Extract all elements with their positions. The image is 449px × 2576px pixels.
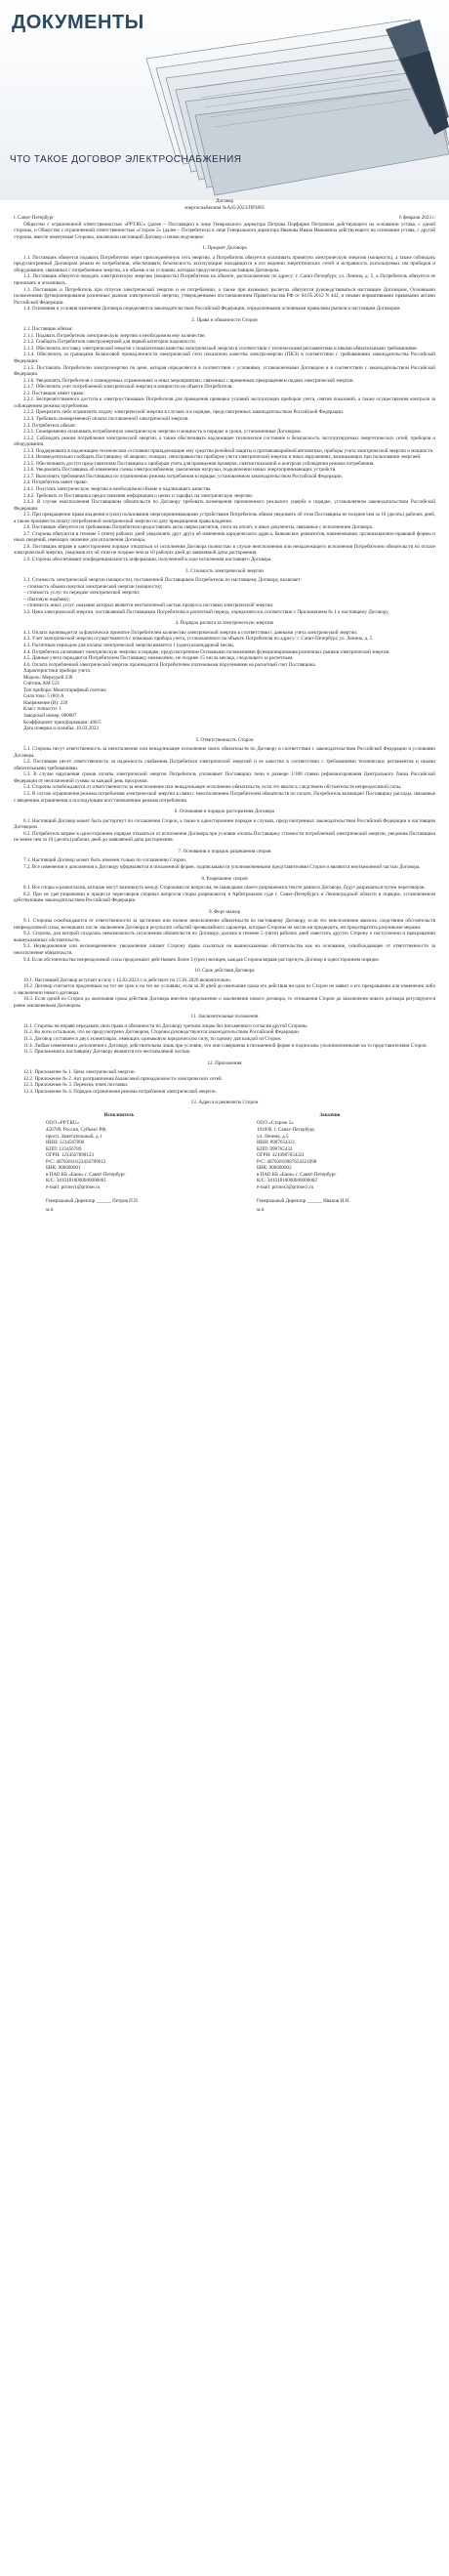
- section-paragraph: 2.4.1. Получать электрическую энергию в необходимом объеме и надлежащего качества.: [23, 485, 212, 492]
- section-title: 8. Разрешение споров: [201, 875, 248, 882]
- section-paragraph: 2.3.2. Соблюдать режим потребления электрической энергии, а также обеспечивать надлежащее техническое состояние и безопасность эксплуатируемых энергетических сетей, приборов и оборудования.: [14, 435, 435, 448]
- section-paragraph: 2.3.3. Поддерживать в надлежащем техническом состоянии принадлежащие ему средства релейной защиты и противоаварийной автоматики, приборы учета электрической энергии и мощности.: [23, 447, 434, 454]
- section-paragraph: 2.3.6. Уведомлять Поставщика об изменении схемы электроснабжения, увеличении нагрузки, подключении новых энергопринимающих устройств.: [23, 467, 337, 474]
- section-paragraph: 2.3.4. Незамедлительно сообщать Поставщику об авариях, пожарах, неисправностях приборов учета электрической энергии и иных нарушениях, возникающих при пользовании энергией.: [23, 454, 422, 461]
- section-paragraph: 2.1.4. Обеспечить за границами балансовой принадлежности электрической сети показатели качества электроэнергии (ПКЭ) в соответствии с требованиями законодательства Российской Федерации.: [14, 352, 435, 365]
- banner-title: ДОКУМЕНТЫ: [12, 12, 144, 33]
- section-paragraph: 12.3. Приложение № 3. Перечень точек поставки.: [23, 1082, 129, 1089]
- consumer-role: Заказчик: [319, 1111, 341, 1118]
- section-paragraph: 2.3.1. Своевременно оплачивать потребленную электрическую энергию и мощность в порядке и сроки, установленные Договором.: [23, 429, 302, 436]
- section-title: 2. Права и обязанности Сторон: [191, 316, 258, 323]
- consumer-details: [257, 1112, 403, 1191]
- section-paragraph: 1.2. Поставщик обязуется передать электрическую энергию (мощность) Потребителю на объекте, расположенном по адресу: г. Санкт-Петербург, ул. Ленина, д. 5, а Потребитель обязуется ее принимать и оплачивать.: [14, 273, 435, 287]
- section-paragraph: 2.4.2. Требовать от Поставщика предоставления информации о ценах и тарифах на электрическую энергию.: [23, 492, 254, 499]
- signatures: [14, 1198, 435, 1205]
- consumer-detail-line: Р/С: 40702810987654321098: [257, 1158, 317, 1165]
- section-paragraph: 1.3. Поставщик и Потребитель при отпуске электрической энергии и ее потреблении, а также при взаимных расчетах обязуются руководствоваться настоящим Договором, Основными положениями функционирования розничных рынков электрической энергии, утвержденными постановлением Правительства РФ от 04.05.2012 N 442, и иными нормативными правовыми актами Российской Федерации.: [14, 286, 435, 306]
- section-paragraph: 2.3.5. Обеспечивать доступ представителям Поставщика к приборам учета для проведения проверок, снятия показаний и контроля соблюдения режима потребления.: [23, 460, 375, 467]
- section-paragraph: Заводской номер: 000007: [23, 713, 77, 720]
- contract-date: 6 февраля 2023 г.: [398, 215, 435, 222]
- section-paragraph: 6.1. Настоящий Договор может быть расторгнут по соглашению Сторон, а также в одностороннем порядке в случаях, предусмотренных законодательством Российской Федерации и настоящим Договором.: [14, 817, 435, 831]
- section-paragraph: 7.2. Все изменения и дополнения к Договору оформляются в письменной форме, подписываются уполномоченными представителями Сторон и являются неотъемлемой частью Договора.: [23, 863, 421, 870]
- section-paragraph: 11.5. Приложения к настоящему Договору являются его неотъемлемой частью.: [23, 1049, 191, 1056]
- section-paragraph: 9.4. Если обстоятельства непреодолимой силы продолжают действовать более 3 (трех) месяцев, каждая Сторона вправе расторгнуть Договор в одностороннем порядке.: [23, 956, 380, 963]
- section-title: 6. Основания и порядок расторжения Договора: [174, 809, 275, 815]
- section-title: 7. Основания и порядок разрешения споров: [178, 848, 271, 854]
- section-title: 13. Адреса и реквизиты Сторон: [190, 1100, 259, 1106]
- section-paragraph: 9.2. Сторона, для которой создалась невозможность исполнения обязательств по Договору, должна в течение 5 (пяти) рабочих дней известить другую Сторону о наступлении и прекращении вышеуказанных обстоятельств.: [14, 931, 435, 943]
- section-paragraph: 5.3. В случае нарушения сроков оплаты электрической энергии Потребитель уплачивает Поставщику пени в размере 1/300 ставки рефинансирования Центрального банка Российской Федерации от неоплаченной суммы за каждый день просрочки.: [14, 771, 435, 784]
- consumer-detail-line: e-mail: primer2@primer2.ru: [257, 1184, 314, 1190]
- section-paragraph: 2.1.5. Поставлять Потребителю электроэнергию по цене, которая определяется в соответствии с условиями, установленными Договором и в соответствии с законодательством Российской Федерации.: [14, 364, 435, 378]
- section-paragraph: Модель: Меркурий 230: [23, 674, 73, 681]
- section-paragraph: 1.1. Поставщик обязуется подавать Потребителю через присоединённую сеть энергию, а Потребитель обязуется оплачивать принятую электрическую энергию (мощность), а также соблюдать предусмотренный Договором режим ее потребления, обеспечивать безопасность эксплуатации находящихся в его ведении энергетических сетей и исправность используемых им приборов и оборудования, связанных с потреблением энергии, а в объеме и на условиях, которые предусмотрены настоящим Договором.: [14, 254, 435, 273]
- section-paragraph: 4.3. Расчетным периодом для оплаты электрической энергии является 1 (один) календарный месяц.: [23, 643, 234, 648]
- section-paragraph: 3.2. Цена электрической энергии, поставляемой Поставщиком Потребителю в расчетный период, определяется в соответствии с Приложением № 1 к настоящему Договору.: [23, 608, 389, 615]
- section-paragraph: 2.1. Поставщик обязан:: [23, 326, 73, 333]
- section-paragraph: 4.6. Оплата потребленной электрической энергии производится Потребителем платежными поручениями на расчетный счет Поставщика.: [23, 661, 316, 668]
- section-title: 10. Срок действия Договора: [194, 968, 255, 975]
- section-paragraph: – сбытовую надбавку;: [23, 596, 70, 602]
- section-paragraph: 11.3. Договор составлен в двух экземплярах, имеющих одинаковую юридическую силу, по одному для каждой из Сторон.: [23, 1035, 282, 1042]
- supplier-detail-line: Р/С: 40702810123456789012: [46, 1158, 106, 1165]
- section-title: 1. Предмет Договора: [202, 245, 247, 252]
- section-paragraph: 2.8. Поставщик вправе в одностороннем порядке отказаться от исполнения Договора полностью в случае неисполнения или ненадлежащего исполнения Потребителем обязательств по оплате электрической энергии, уведомив его об этом не позднее чем за 10 рабочих дней до заявляемой даты расторжения.: [14, 543, 435, 557]
- section-paragraph: 3.1. Стоимость электрической энергии (мощности), поставленной Поставщиком Потребителю по настоящему Договору, включает:: [23, 577, 302, 584]
- section-paragraph: 2.2.2. Прекратить либо ограничить подачу электрической энергии в случаях и в порядке, предусмотренных законодательством Российской Федерации.: [23, 409, 345, 416]
- supplier-detail-line: e-mail: primer1@primer.ru: [46, 1184, 101, 1190]
- section-paragraph: 2.1.7. Обеспечить учет потребленной электрической энергии и мощности на объекте Потребителя.: [23, 384, 233, 391]
- section-paragraph: Тип прибора: Многотарифный счетчик: [23, 686, 106, 693]
- supplier-lines: [46, 1120, 192, 1190]
- section-paragraph: 10.3. Если одной из Сторон до окончания срока действия Договора внесено предложение о заключении нового договора, то отношения Сторон до заключения нового договора регулируются ранее заключенным Договором.: [14, 996, 435, 1009]
- supplier-detail-line: К/С: 30101810000000000001: [46, 1178, 106, 1184]
- section-paragraph: 10.2. Договор считается продленным на тот же срок и на тех же условиях, если за 30 дней до окончания срока его действия ни одна из Сторон не заявит о его прекращении или изменении либо о заключении нового договора.: [14, 983, 435, 996]
- party-details: [14, 1112, 435, 1191]
- supplier-detail-line: ОГРН: 1234567890123: [46, 1152, 94, 1159]
- section-paragraph: 2.1.2. Снабжать Потребителя электроэнергией для первой категории надежности.: [23, 339, 197, 346]
- consumer-detail-line: ООО «Сторож 2»: [257, 1120, 294, 1127]
- consumer-detail-line: КПП: 098765432: [257, 1145, 293, 1152]
- section-paragraph: 1.4. Основания и условия изменения Договора определяются законодательством Российской Федерации, определенными основными правилами рынков и настоящим Договором.: [23, 306, 401, 312]
- contract-number: энергоснабжения №А45/2023/ПР3895: [184, 204, 265, 211]
- section-paragraph: 12.4. Приложение № 4. Порядок ограничения режима потребления электрической энергии.: [23, 1088, 217, 1095]
- consumer-detail-line: БИК: 000000002: [257, 1165, 292, 1172]
- section-paragraph: 2.4. Потребитель имеет право:: [23, 479, 88, 486]
- section-paragraph: – стоимость услуг по передаче электрической энергии;: [23, 590, 141, 597]
- supplier-detail-line: БИК: 000000001: [46, 1165, 81, 1172]
- preamble: Общество с ограниченной ответственностью «РРТ.RU» (далее – Поставщик) в лице Генерального директора Петрова Порфирия Петровича действующего на основании устава, с одной стороны, и Общество с ограниченной ответственностью «Сторож 2» (далее – Потребитель) в лице Генерального директора Иванова Ивана Ивановича действующего на основании устава, с другой стороны, вместе именуемые Стороны, заключили настоящий Договор о нижеследующем:: [14, 221, 435, 240]
- section-paragraph: 6.2. Потребитель вправе в одностороннем порядке отказаться от исполнения Договора при условии оплаты Поставщику стоимости потребленной электрической энергии, уведомив Поставщика не менее чем за 10 (десять) рабочих дней до заявляемой даты расторжения.: [14, 830, 435, 844]
- section-paragraph: 2.2.1. Беспрепятственного доступа к электроустановкам Потребителя для проведения проверки условий эксплуатации приборов учета, снятия показаний, а также осуществления контроля за соблюдением режима потребления.: [14, 396, 435, 409]
- section-paragraph: 12.1. Приложение № 1. Цена электрической энергии.: [23, 1069, 136, 1076]
- consumer-detail-line: ИНН: 0987654321: [257, 1140, 296, 1146]
- section-paragraph: 2.3.7. Выполнять требования Поставщика по ограничению режима потребления в порядке, установленном законодательством Российской Федерации.: [23, 473, 343, 479]
- section-paragraph: 4.1. Оплата производится за фактически принятое Потребителем количество электрической энергии в соответствии с данными учета электрической энергии.: [23, 629, 358, 636]
- supplier-detail-line: в ПАО КБ «Банк» г. Санкт-Петербург: [46, 1171, 126, 1178]
- section-paragraph: 9.1. Стороны освобождаются от ответственности за частичное или полное неисполнение обязательств по настоящему Договору, если это неисполнение явилось следствием обстоятельств непреодолимой силы, возникших после заключения Договора в результате событий чрезвычайного характера, которые Стороны не могли ни предвидеть, ни предотвратить разумными мерами.: [14, 918, 435, 931]
- contract-sections: [14, 245, 435, 1106]
- contract-city: г. Санкт-Петербург: [14, 215, 55, 222]
- consumer-detail-line: К/С: 30101810000000000002: [257, 1178, 317, 1184]
- section-paragraph: 5.5. В случае ограничения режима потребления электрической энергии в связи с неисполнением Потребителем обязательств по оплате, Потребитель возмещает Поставщику расходы, связанные с введением ограничения и последующим восстановлением режима потребления.: [14, 791, 435, 804]
- section-paragraph: 9.3. Неуведомление или несвоевременное уведомление лишает Сторону права ссылаться на вышеуказанные обстоятельства как на основание, освобождающее от ответственности за неисполнение обязательств.: [14, 943, 435, 956]
- supplier-details: [46, 1112, 192, 1191]
- section-paragraph: 2.3. Потребитель обязан:: [23, 422, 76, 429]
- supplier-signature: Генеральный Директор ______ Петров П.П.: [46, 1198, 140, 1205]
- section-paragraph: 11.4. Любые изменения и дополнения к Договору действительны лишь при условии, что они совершены в письменной форме и подписаны уполномоченными на то представителями Сторон.: [23, 1042, 428, 1049]
- section-paragraph: Характеристики прибора учета:: [23, 668, 92, 675]
- section-paragraph: Класс точности: 1: [23, 706, 61, 713]
- section-title: 3. Стоимость электрической энергии: [185, 567, 264, 574]
- section-paragraph: 4.5. Данные учета передаются Потребителем Поставщику ежемесячно, не позднее 15 числа месяца, следующего за расчетным.: [23, 655, 294, 662]
- section-paragraph: 12.2. Приложение № 2. Акт разграничения балансовой принадлежности электрических сетей.: [23, 1075, 224, 1082]
- section-title: 11. Заключительные положения: [190, 1014, 259, 1020]
- supplier-detail-line: 456789, Россия, Субъект РФ,: [46, 1127, 107, 1133]
- section-paragraph: Коэффициент трансформации: 400/5: [23, 719, 102, 726]
- supplier-detail-line: ИНН: 1234567890: [46, 1140, 85, 1146]
- section-paragraph: 2.2.3. Требовать своевременной оплаты поставленной электрической энергии.: [23, 415, 189, 422]
- section-paragraph: Сила тока: 5 (60) А: [23, 693, 64, 700]
- consumer-signature: Генеральный Директор ______ Иванов И.И.: [257, 1198, 350, 1205]
- contract-document: [14, 195, 435, 1214]
- section-title: 9. Форс-мажор: [208, 908, 241, 915]
- section-paragraph: 5.2. Поставщик несет ответственность за надежность снабжения Потребителя электрической энергией и ее качество в соответствии с требованиями технических регламентов и иными обязательными требованиями.: [14, 759, 435, 771]
- section-title: 4. Порядок расчета за электрическую энергию: [175, 620, 274, 627]
- contract-title: Договор: [216, 198, 233, 204]
- section-paragraph: Напряжение (В): 220: [23, 699, 68, 706]
- section-paragraph: 10.1. Настоящий Договор вступает в силу с 15.02.2023 г. и действует по 15.01.2026 включительно.: [23, 976, 231, 983]
- section-paragraph: 7.1. Настоящий Договор может быть изменен только по соглашению Сторон.: [23, 857, 187, 864]
- consumer-detail-line: в ПАО КБ «Банк» г. Санкт-Петербург: [257, 1171, 337, 1178]
- section-paragraph: – стоимость объема покупки электрической энергии (мощности);: [23, 583, 163, 590]
- section-paragraph: 2.5. При прекращении права владения и (или) пользования энергопринимающими устройствами Потребитель обязан уведомить об этом Поставщика не позднее чем за 10 (десять) рабочих дней, а также произвести оплату потребленной электрической энергии по дату прекращения права владения.: [14, 512, 435, 524]
- section-title: 5. Ответственность Сторон: [195, 736, 254, 743]
- section-paragraph: 11.2. Во всем остальном, что не предусмотрено Договором, Стороны руководствуются законодательством Российской Федерации.: [23, 1029, 301, 1036]
- section-paragraph: – стоимость иных услуг, оказание которых является неотъемлемой частью процесса поставки электрической энергии.: [23, 602, 274, 609]
- article-banner: [0, 0, 449, 200]
- banner-caption: ЧТО ТАКОЕ ДОГОВОР ЭЛЕКТРОСНАБЖЕНИЯ: [10, 154, 242, 165]
- section-paragraph: 4.2. Учет электрической энергии осуществляется с помощью прибора учета, установленного на объекте Потребителя по адресу: г. Санкт-Петербург, ул. Ленина, д. 5.: [23, 636, 374, 643]
- section-paragraph: Счётчик АМ 523: [23, 681, 60, 687]
- consumer-stamp-place: м.п.: [257, 1207, 265, 1214]
- section-paragraph: Дата поверки и пломбы: 10.03.2023: [23, 726, 99, 732]
- supplier-detail-line: КПП: 123456789: [46, 1145, 82, 1152]
- supplier-detail-line: ООО «РРТ.RU»: [46, 1120, 80, 1127]
- section-paragraph: 11.1. Стороны не вправе передавать свои права и обязанности по Договору третьим лицам без письменного согласия другой Стороны.: [23, 1022, 308, 1029]
- section-paragraph: 2.6. Поставщик обязуется по требованию Потребителя предоставлять акты сверки расчетов, счета на оплату и иные документы, связанные с исполнением Договора.: [23, 524, 374, 531]
- supplier-stamp-place: м.п.: [46, 1207, 55, 1214]
- section-paragraph: 2.1.3. Обеспечить поставку электрической энергии с показателями качества электрической энергии в соответствии с техническими регламентами и иными обязательными требованиями.: [23, 345, 419, 352]
- supplier-detail-line: просп. Заметательный, д.1: [46, 1133, 102, 1140]
- section-paragraph: 2.1.6. Уведомлять Потребителя о планируемых ограничениях и иных мероприятиях, связанных с временным прекращением подачи электрической энергии.: [23, 377, 354, 384]
- consumer-detail-line: 191000, г. Санкт-Петербург,: [257, 1127, 315, 1133]
- section-paragraph: 2.1.1. Подавать Потребителю электрическую энергию в необходимом ему количестве.: [23, 332, 206, 339]
- section-paragraph: 2.2. Поставщик имеет право:: [23, 390, 85, 396]
- consumer-lines: [257, 1120, 403, 1190]
- consumer-detail-line: ОГРН: 3210987654321: [257, 1152, 305, 1159]
- consumer-detail-line: ул. Ленина, д.5: [257, 1133, 289, 1140]
- supplier-role: Исполнитель: [103, 1111, 135, 1118]
- section-title: 12. Приложения: [207, 1059, 242, 1066]
- stamp-places: [14, 1207, 435, 1214]
- section-paragraph: 8.1. Все споры и разногласия, которые могут возникнуть между Сторонами по вопросам, не нашедшим своего разрешения в тексте данного Договора, будут разрешаться путем переговоров.: [23, 885, 426, 892]
- section-paragraph: 2.9. Стороны обеспечивают конфиденциальность информации, полученной в ходе исполнения настоящего Договора.: [23, 556, 272, 562]
- section-paragraph: 2.7. Стороны обязуются в течение 5 (пяти) рабочих дней уведомлять друг друга об изменении юридического адреса, банковских реквизитов, наименования, организационно-правовой формы и иных сведений, имеющих значение для исполнения Договора.: [14, 530, 435, 544]
- section-paragraph: 5.4. Стороны освобождаются от ответственности за неисполнение или ненадлежащее исполнение обязательств, если это явилось следствием обстоятельств непреодолимой силы.: [23, 784, 402, 791]
- section-paragraph: 2.4.3. В случае неисполнения Поставщиком обязательств по Договору требовать возмещения причиненного реального ущерба в порядке, установленном законодательством Российской Федерации.: [14, 499, 435, 512]
- section-paragraph: 5.1. Стороны несут ответственность за неисполнение или ненадлежащее исполнение своих обязательств по Договору в соответствии с законодательством Российской Федерации и условиями Договора.: [14, 746, 435, 759]
- section-paragraph: 4.4. Потребитель оплачивает электрическую энергию в порядке, предусмотренном Основными положениями функционирования розничных рынков электрической энергии.: [23, 648, 390, 655]
- section-paragraph: 8.2. При не урегулировании в процессе переговоров спорных вопросов споры разрешаются в Арбитражном суде г. Санкт-Петербурга и Ленинградской области в порядке, установленном действующим законодательством Российской Федерации.: [14, 891, 435, 904]
